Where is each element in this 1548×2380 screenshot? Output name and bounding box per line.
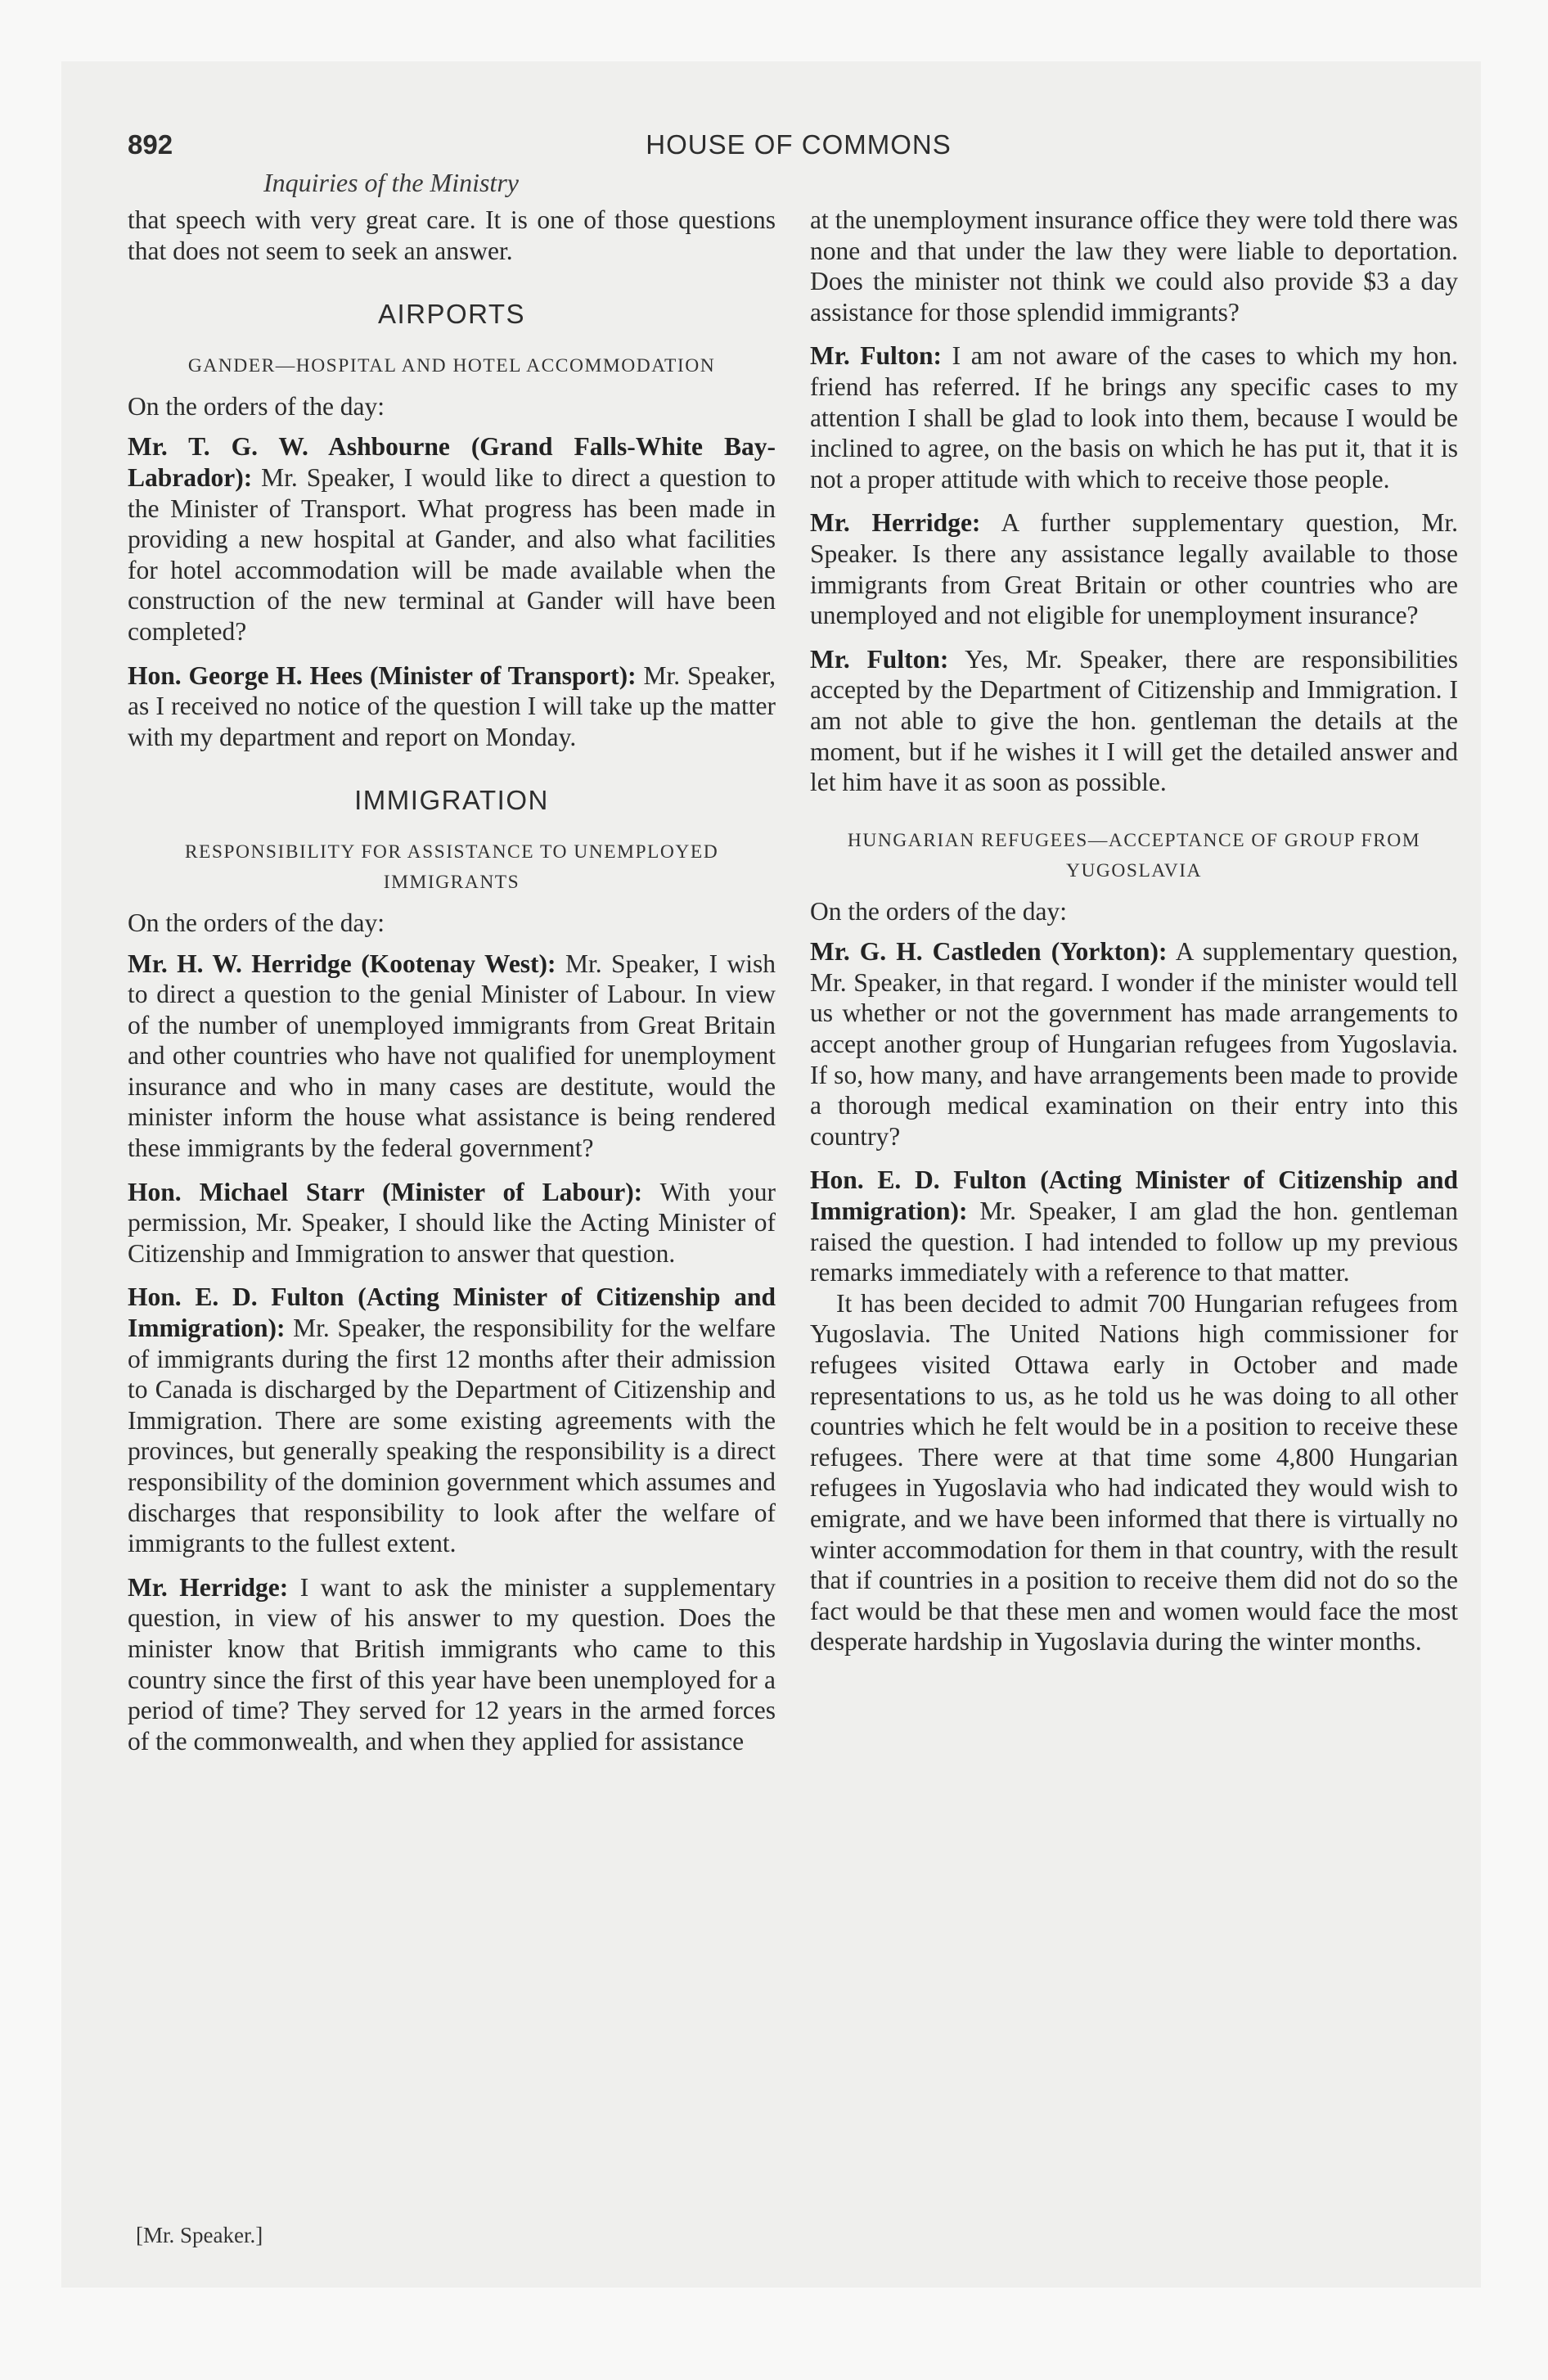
left-column: [128, 205, 776, 1769]
speech-paragraph: [810, 936, 1458, 1152]
page-header: [128, 129, 1469, 170]
speech-paragraph: [128, 1572, 776, 1757]
speaker-name: Mr. H. W. Herridge (Kootenay West):: [128, 949, 556, 978]
running-head: HOUSE OF COMMONS: [646, 129, 952, 160]
speech-paragraph: It has been decided to admit 700 Hungarian refugees from Yugoslavia. The United Nations high commissioner for refugees visited Ottawa early in October and made representations to us, as he told us he was doing to all other countries which he felt would be in a position to receive these refugees. There were at that time some 4,800 Hungarian refugees in Yugoslavia who had indicated they would wish to emigrate, and we have been informed that there is virtually no winter accommodation for them in that country, with the result that if countries in a position to receive them did not do so the fact would be that these men and women would face the most desperate hardship in Yugoslavia during the winter months.: [810, 1288, 1458, 1657]
orders-of-the-day: On the orders of the day:: [128, 391, 385, 421]
continued-paragraph: at the unemployment insurance office they were told there was none and that under the law they were liable to deportation. Does the minister not think we could also provide $3 a day assistance for those splendid immigrants?: [810, 205, 1458, 327]
speaker-name: Mr. Fulton:: [810, 341, 943, 371]
hungarian-subheading: HUNGARIAN REFUGEES—ACCEPTANCE OF GROUP FROM YUGOSLAVIA: [847, 829, 1421, 881]
speech-paragraph: [128, 949, 776, 1164]
orders-of-the-day: On the orders of the day:: [810, 896, 1068, 926]
speech-paragraph: [128, 660, 776, 753]
speech-paragraph: [128, 1282, 776, 1558]
speaker-name: Hon. E. D. Fulton (Acting Minister of Citizenship and Immigration):: [128, 1282, 776, 1343]
speaker-name: Mr. G. H. Castleden (Yorkton):: [810, 937, 1168, 967]
speech-paragraph: [810, 1165, 1458, 1287]
speech-text: A further supplementary question, Mr. Speaker. Is there any assistance legally available to those immigrants from Great Britain or other countries who are unemployed and not eligible for unemployment insurance?: [810, 508, 1458, 630]
footer-note: [Mr. Speaker.]: [136, 2223, 263, 2247]
speech-text: A supplementary question, Mr. Speaker, in that regard. I wonder if the minister would tell us whether or not the government has made arrangements to accept another group of Hungarian refugees from Yugoslavia. If so, how many, and have arrangements been made to provide a thorough medical examination on their entry into this country?: [810, 937, 1459, 1151]
speech-text: With your permission, Mr. Speaker, I should like the Acting Minister of Citizenship and Immigration to answer that question.: [128, 1177, 776, 1268]
airports-heading: AIRPORTS: [377, 299, 526, 330]
airports-subheading: GANDER—HOSPITAL AND HOTEL ACCOMMODATION: [187, 354, 716, 376]
continued-paragraph: that speech with very great care. It is one of those questions that does not seem to seek an answer.: [128, 205, 776, 265]
speech-paragraph: [810, 644, 1458, 798]
speech-text: I am not aware of the cases to which my hon. friend has referred. If he brings any specific cases to my attention I shall be glad to look into them, because I would be inclined to agree, on the basis on which he has put it, that it is not a proper attitude with which to receive those people.: [810, 341, 1458, 494]
speech-text: Mr. Speaker, as I received no notice of the question I will take up the matter with my department and report on Monday.: [128, 660, 776, 751]
speaker-name: Mr. T. G. W. Ashbourne (Grand Falls-White Bay-Labrador):: [128, 432, 776, 492]
speech-paragraph: [128, 1177, 776, 1269]
speaker-name: Mr. Herridge:: [810, 508, 981, 538]
speech-paragraph: [128, 431, 776, 647]
right-column: [810, 205, 1458, 1670]
orders-of-the-day: On the orders of the day:: [128, 908, 385, 937]
speaker-name: Mr. Fulton:: [810, 644, 949, 674]
speech-text: Mr. Speaker, I would like to direct a question to the Minister of Transport. What progress has been made in providing a new hospital at Gander, and also what facilities for hotel accommodation will be made available when the construction of the new terminal at Gander will have been completed?: [128, 462, 776, 646]
immigration-heading: IMMIGRATION: [354, 785, 549, 816]
speech-text: Mr. Speaker, I am glad the hon. gentleman raised the question. I had intended to follow up my previous remarks immediately with a reference to that matter.: [810, 1197, 1459, 1287]
speaker-name: Mr. Herridge:: [128, 1572, 289, 1602]
speaker-name: Hon. E. D. Fulton (Acting Minister of Citizenship and Immigration):: [810, 1165, 1458, 1226]
speech-text: Mr. Speaker, the responsibility for the welfare of immigrants during the first 12 months after their admission to Canada is discharged by the Department of Citizenship and Immigration. There are some existing agreements with the provinces, but generally speaking the responsibility is a direct responsibility of the dominion government which assumes and discharges that responsibility to look after the welfare of immigrants to the fullest extent.: [128, 1314, 776, 1558]
speech-paragraph: [810, 507, 1458, 630]
speaker-name: Hon. Michael Starr (Minister of Labour):: [128, 1177, 643, 1206]
speech-paragraph: [810, 340, 1458, 494]
speech-text: I want to ask the minister a supplementary question, in view of his answer to my question. Does the minister know that British immigrants who came to this country since the first of this year have been unemployed for a period of time? They served for 12 years in the armed forces of the commonwealth, and when they applied for assistance: [128, 1572, 776, 1756]
speech-text: Mr. Speaker, I wish to direct a question to the genial Minister of Labour. In view of the number of unemployed immigrants from Great Britain and other countries who have not qualified for unemployment insurance and who in many cases are destitute, would the minister inform the house what assistance is being rendered these immigrants by the federal government?: [128, 949, 776, 1163]
immigration-subheading: RESPONSIBILITY FOR ASSISTANCE TO UNEMPLOYED IMMIGRANTS: [184, 841, 719, 893]
speech-text: Yes, Mr. Speaker, there are responsibilities accepted by the Department of Citizenship and Immigration. I am not able to give the hon. gentleman the details at the moment, but if he wishes it I will get the detailed answer and let him have it as soon as possible.: [810, 644, 1458, 797]
section-note: Inquiries of the Ministry: [263, 168, 519, 197]
page-number: 892: [128, 129, 173, 160]
speaker-name: Hon. George H. Hees (Minister of Transport):: [128, 660, 637, 690]
